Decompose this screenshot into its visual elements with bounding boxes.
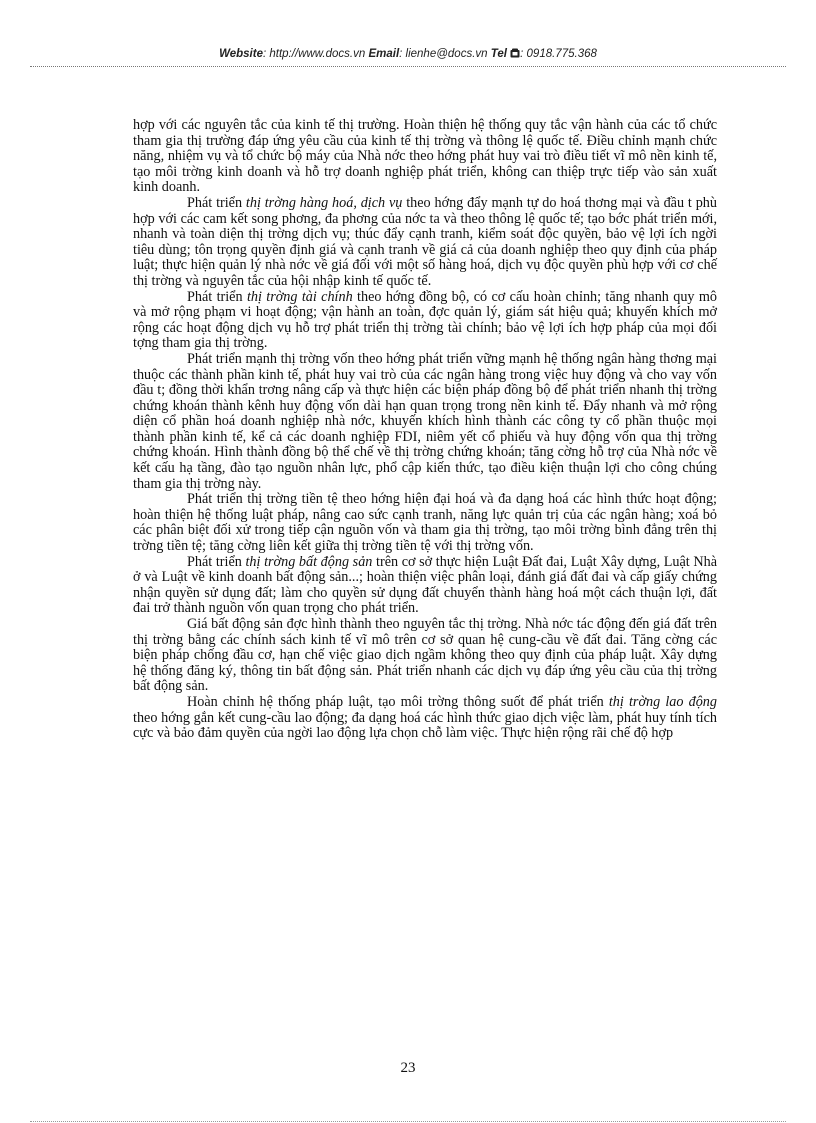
paragraph-1: hợp với các nguyên tắc của kinh tế thị trường. Hoàn thiện hệ thống quy tắc vận hành của các tổ chức tham gia thị trường đáp ứng yêu cầu của kinh tế thị trờng và thông lệ quốc tế. Điều chỉnh mạnh chức năng, nhiệm vụ và tổ chức bộ máy của Nhà nớc theo hớng phát huy vai trò điều tiết vĩ mô nền kinh tế, tạo môi trờng kinh doanh và hỗ trợ doanh nghiệp phát triển, không can thiệp trực tiếp vào sản xuất kinh doanh. bbox=[133, 117, 717, 196]
paragraph-8: Hoàn chỉnh hệ thống pháp luật, tạo môi trờng thông suốt để phát triển thị trờng lao động theo hớng gắn kết cung-cầu lao động; đa dạng hoá các hình thức giao dịch việc làm, phát huy tính tích cực và bảo đảm quyền của ngời lao động lựa chọn chỗ làm việc. Thực hiện rộng rãi chế độ hợp bbox=[133, 693, 717, 742]
paragraph-5: Phát triển thị trờng tiền tệ theo hớng hiện đại hoá và đa dạng hoá các hình thức hoạt động; hoàn thiện hệ thống luật pháp, nâng cao sức cạnh tranh, năng lực quản trị của các ngân hàng; xoá bỏ các phân biệt đối xử trong tiếp cận nguồn vốn và tham gia thị trờng, tạo môi trờng bình đẳng trên thị trờng tiền tệ; tăng cờng liên kết giữa thị trờng tiền tệ với thị trờng vốn. bbox=[133, 491, 717, 555]
paragraph-6: Phát triển thị trờng bất động sản trên cơ sở thực hiện Luật Đất đai, Luật Xây dựng, Luật Nhà ở và Luật về kinh doanh bất động sản...; hoàn thiện việc phân loại, đánh giá đất đai và cấp giấy chứng nhận quyền sử dụng đất; làm cho quyền sử dụng đất chuyển thành hàng hoá một cách thuận lợi, đất đai trở thành nguồn vốn quan trọng cho phát triển. bbox=[133, 553, 718, 617]
page-number: 23 bbox=[400, 1060, 416, 1076]
header-divider bbox=[30, 66, 786, 67]
email-value: : lienhe@docs.vn bbox=[399, 48, 488, 60]
tel-value: : 0918.775.368 bbox=[520, 48, 597, 60]
footer-divider bbox=[30, 1121, 786, 1122]
paragraph-2: Phát triển thị trờng hàng hoá, dịch vụ theo hớng đẩy mạnh tự do hoá thơng mại và đầu t phù hợp với các cam kết song phơng, đa phơng của nớc ta và theo thông lệ quốc tế; tạo bớc phát triển mới, nhanh và toàn diện thị trờng dịch vụ; thúc đẩy cạnh tranh, kiểm soát độc quyền, bảo vệ lợi ích ngời tiêu dùng; tôn trọng quyền định giá và cạnh tranh về giá cả của doanh nghiệp theo quy định của pháp luật; thực hiện quản lý nhà nớc về giá đối với một số hàng hoá, dịch vụ độc quyền phù hợp với cơ chế thị trờng và nguyên tắc của hội nhập kinh tế quốc tế. bbox=[133, 194, 717, 289]
email-label: Email bbox=[368, 48, 400, 60]
document-body bbox=[133, 118, 717, 742]
paragraph-3: Phát triển thị trờng tài chính theo hớng đồng bộ, có cơ cấu hoàn chỉnh; tăng nhanh quy mô và mở rộng phạm vi hoạt động; vận hành an toàn, đợc quản lý, giám sát hiệu quả; khuyến khích mở rộng các hoạt động dịch vụ hỗ trợ phát triển thị trờng tài chính; bảo vệ lợi ích hợp pháp của mọi đối tợng tham gia thị trờng. bbox=[133, 288, 717, 352]
tel-label: Tel bbox=[490, 48, 507, 60]
page-header bbox=[0, 48, 816, 60]
paragraph-7: Giá bất động sản đợc hình thành theo nguyên tắc thị trờng. Nhà nớc tác động đến giá đất trên thị trờng bằng các chính sách kinh tế vĩ mô trên cơ sở quan hệ cung-cầu về đất đai. Tăng cờng các biện pháp chống đầu cơ, hạn chế việc giao dịch ngầm không theo quy định của pháp luật. Xây dựng hệ thống đăng ký, thông tin bất động sản. Phát triển nhanh các dịch vụ đáp ứng yêu cầu của thị trờng bất động sản. bbox=[133, 616, 717, 695]
website-value: : http://www.docs.vn bbox=[262, 48, 366, 60]
phone-icon bbox=[510, 48, 520, 58]
website-label: Website bbox=[219, 48, 263, 60]
paragraph-4: Phát triển mạnh thị trờng vốn theo hớng phát triển vững mạnh hệ thống ngân hàng thơng mại thuộc các thành phần kinh tế, phát huy vai trò của các ngân hàng trong việc huy động và cho vay vốn đầu t; đồng thời khẩn trơng nâng cấp và thực hiện các biện pháp đồng bộ để phát triển nhanh thị trờng chứng khoán thành kênh huy động vốn dài hạn quan trọng trong nền kinh tế. Đẩy nhanh và mở rộng diện cổ phần hoá doanh nghiệp nhà nớc, khuyến khích hình thành các công ty cổ phần thuộc mọi thành phần kinh tế, kể cả các doanh nghiệp FDI, niêm yết cổ phiếu và huy động vốn qua thị trờng chứng khoán. Hình thành đồng bộ thể chế về thị trờng chứng khoán; tăng cờng hỗ trợ của Nhà nớc về kết cấu hạ tầng, đào tạo nguồn nhân lực, phổ cập kiến thức, tạo điều kiện thuận lợi cho công chúng tham gia thị trờng này. bbox=[133, 350, 717, 492]
